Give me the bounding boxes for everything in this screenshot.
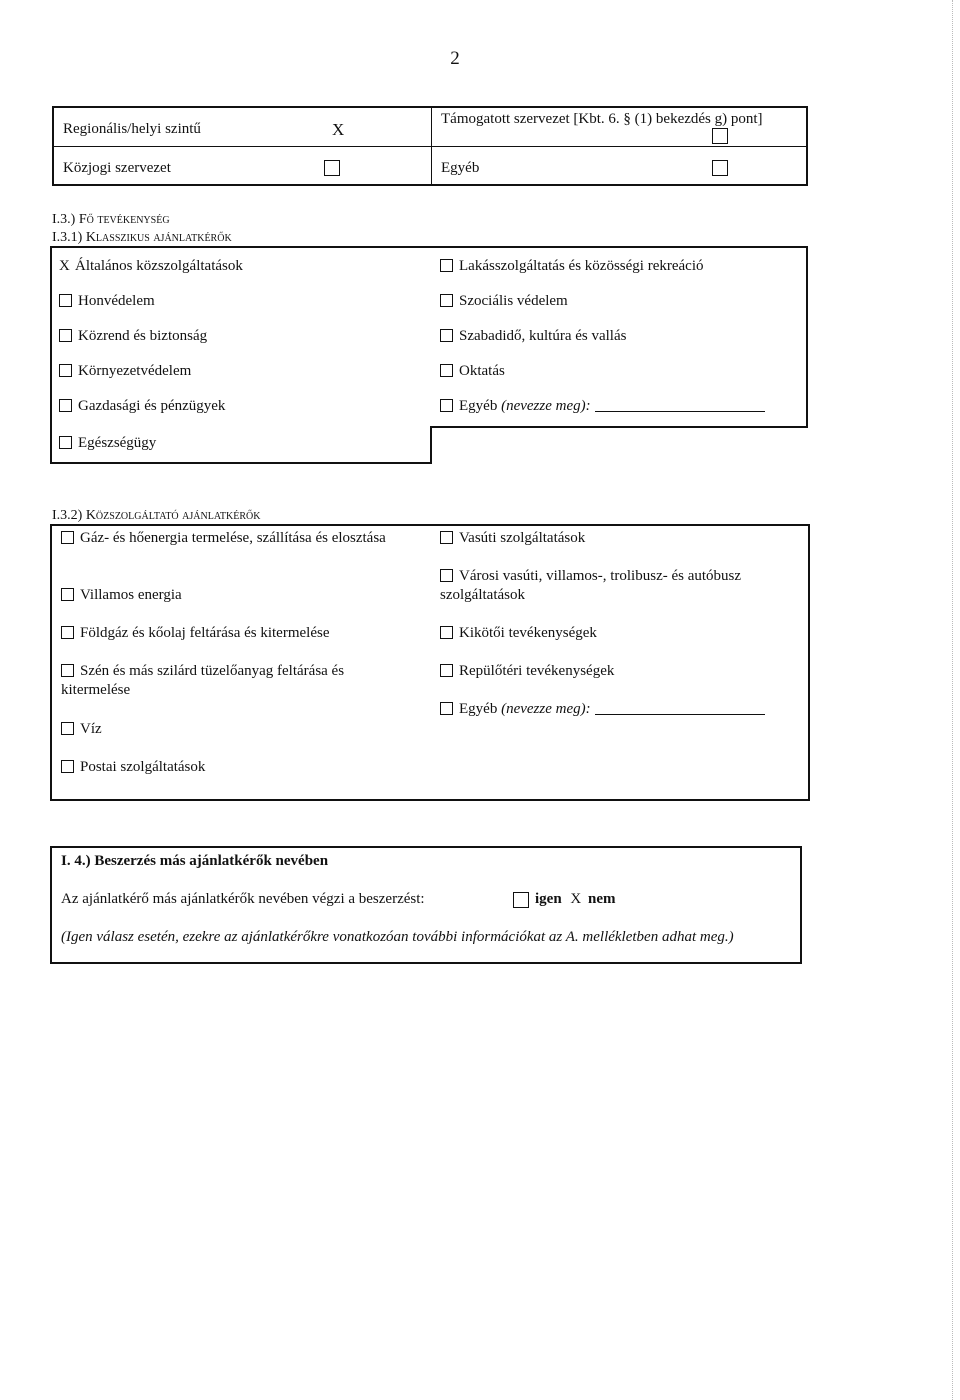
utility-right-item-2[interactable]: Városi vasúti, villamos-, trolibusz- és autóbusz szolgáltatások	[440, 568, 742, 603]
utility-right-item-1[interactable]: Vasúti szolgáltatások	[440, 529, 585, 548]
utility-left-item-5[interactable]: Víz	[61, 720, 102, 739]
general-services-item[interactable]	[59, 257, 243, 276]
classic-section	[50, 246, 810, 466]
classic-mid-border	[430, 426, 808, 428]
main-activity-heading: I.3.) Fő tevékenység	[52, 212, 170, 227]
classic-right-item-4[interactable]: Oktatás	[440, 362, 505, 381]
checkbox[interactable]	[59, 364, 72, 377]
procurement-heading: I. 4.) Beszerzés más ajánlatkérők nevében	[61, 853, 329, 869]
checkbox[interactable]	[440, 664, 453, 677]
classic-left-item-2[interactable]: Közrend és biztonság	[59, 327, 207, 346]
public-label: Közjogi szervezet	[63, 160, 171, 176]
scan-edge	[952, 0, 954, 1400]
utility-right-item-4[interactable]: Repülőtéri tevékenységek	[440, 662, 614, 681]
public-checkbox[interactable]	[324, 160, 340, 176]
checkbox[interactable]	[61, 760, 74, 773]
utility-right-item-3[interactable]: Kikötői tevékenységek	[440, 624, 597, 643]
checkbox[interactable]	[440, 364, 453, 377]
classic-right-item-2[interactable]: Szociális védelem	[440, 292, 568, 311]
checkbox[interactable]	[59, 399, 72, 412]
classic-bottom-border	[50, 462, 432, 464]
checkbox[interactable]	[61, 588, 74, 601]
classic-left-item-5[interactable]: Egészségügy	[59, 434, 156, 453]
utility-left-item-3[interactable]: Földgáz és kőolaj feltárása és kitermelése	[61, 624, 330, 643]
checkbox[interactable]	[59, 294, 72, 307]
procurement-yes-checkbox[interactable]	[513, 892, 529, 908]
checkbox[interactable]	[440, 702, 453, 715]
supported-checkbox[interactable]	[712, 128, 728, 144]
classic-left-item-3[interactable]: Környezetvédelem	[59, 362, 191, 381]
checkbox[interactable]	[440, 259, 453, 272]
procurement-answer	[535, 890, 616, 909]
utility-section	[50, 524, 810, 801]
checkbox[interactable]	[440, 294, 453, 307]
supported-label: Támogatott szervezet [Kbt. 6. § (1) bekezdés g) pont]	[441, 111, 763, 127]
checkbox[interactable]	[440, 569, 453, 582]
org-type-row-divider	[54, 146, 806, 147]
other-blank-line[interactable]	[595, 411, 765, 412]
classic-inner-border	[430, 426, 432, 462]
general-label: Általános közszolgáltatások	[75, 258, 243, 274]
classic-right-border	[806, 246, 808, 426]
checkbox[interactable]	[61, 531, 74, 544]
classic-left-item-4[interactable]: Gazdasági és pénzügyek	[59, 397, 225, 416]
classic-left-item-1[interactable]: Honvédelem	[59, 292, 155, 311]
other-org-checkbox[interactable]	[712, 160, 728, 176]
checkbox[interactable]	[61, 722, 74, 735]
org-type-col-divider	[431, 108, 432, 184]
other-blank-line[interactable]	[595, 714, 765, 715]
regional-label: Regionális/helyi szintű	[63, 121, 201, 137]
procurement-question: Az ajánlatkérő más ajánlatkérők nevében végzi a beszerzést:	[61, 891, 425, 907]
classic-heading: I.3.1) Klasszikus ajánlatkérők	[52, 230, 232, 245]
classic-right-item-3[interactable]: Szabadidő, kultúra és vallás	[440, 327, 626, 346]
classic-other-item[interactable]: Egyéb (nevezze meg):	[440, 397, 765, 416]
utility-left-item-4[interactable]: Szén és más szilárd tüzelőanyag feltárása és kitermelése	[61, 663, 345, 698]
utility-left-item-6[interactable]: Postai szolgáltatások	[61, 758, 205, 777]
page-number: 2	[450, 48, 460, 69]
procurement-section	[50, 846, 802, 964]
yes-label: igen	[535, 891, 562, 907]
utility-heading: I.3.2) Közszolgáltató ajánlatkérők	[52, 508, 261, 523]
utility-left-item-2[interactable]: Villamos energia	[61, 586, 182, 605]
utility-other-item[interactable]: Egyéb (nevezze meg):	[440, 700, 765, 719]
classic-left-border	[50, 246, 52, 462]
checkbox[interactable]	[440, 329, 453, 342]
checkbox[interactable]	[59, 436, 72, 449]
no-mark[interactable]: X	[570, 891, 582, 907]
checkbox[interactable]	[59, 329, 72, 342]
checkbox[interactable]	[61, 626, 74, 639]
classic-right-item-1[interactable]: Lakásszolgáltatás és közösségi rekreáció	[440, 257, 703, 276]
regional-mark[interactable]: X	[332, 120, 345, 139]
classic-top-border	[50, 246, 808, 248]
checkbox[interactable]	[440, 626, 453, 639]
general-mark: X	[59, 258, 70, 274]
procurement-note: (Igen válasz esetén, ezekre az ajánlatkérőkre vonatkozóan további információkat az A. mellékletben adhat meg.)	[61, 929, 734, 945]
checkbox[interactable]	[61, 664, 74, 677]
no-label: nem	[588, 891, 616, 907]
checkbox[interactable]	[440, 399, 453, 412]
other-org-label: Egyéb	[441, 160, 480, 176]
utility-left-item-1[interactable]: Gáz- és hőenergia termelése, szállítása és elosztása	[61, 529, 386, 548]
checkbox[interactable]	[440, 531, 453, 544]
org-type-table	[52, 106, 808, 186]
